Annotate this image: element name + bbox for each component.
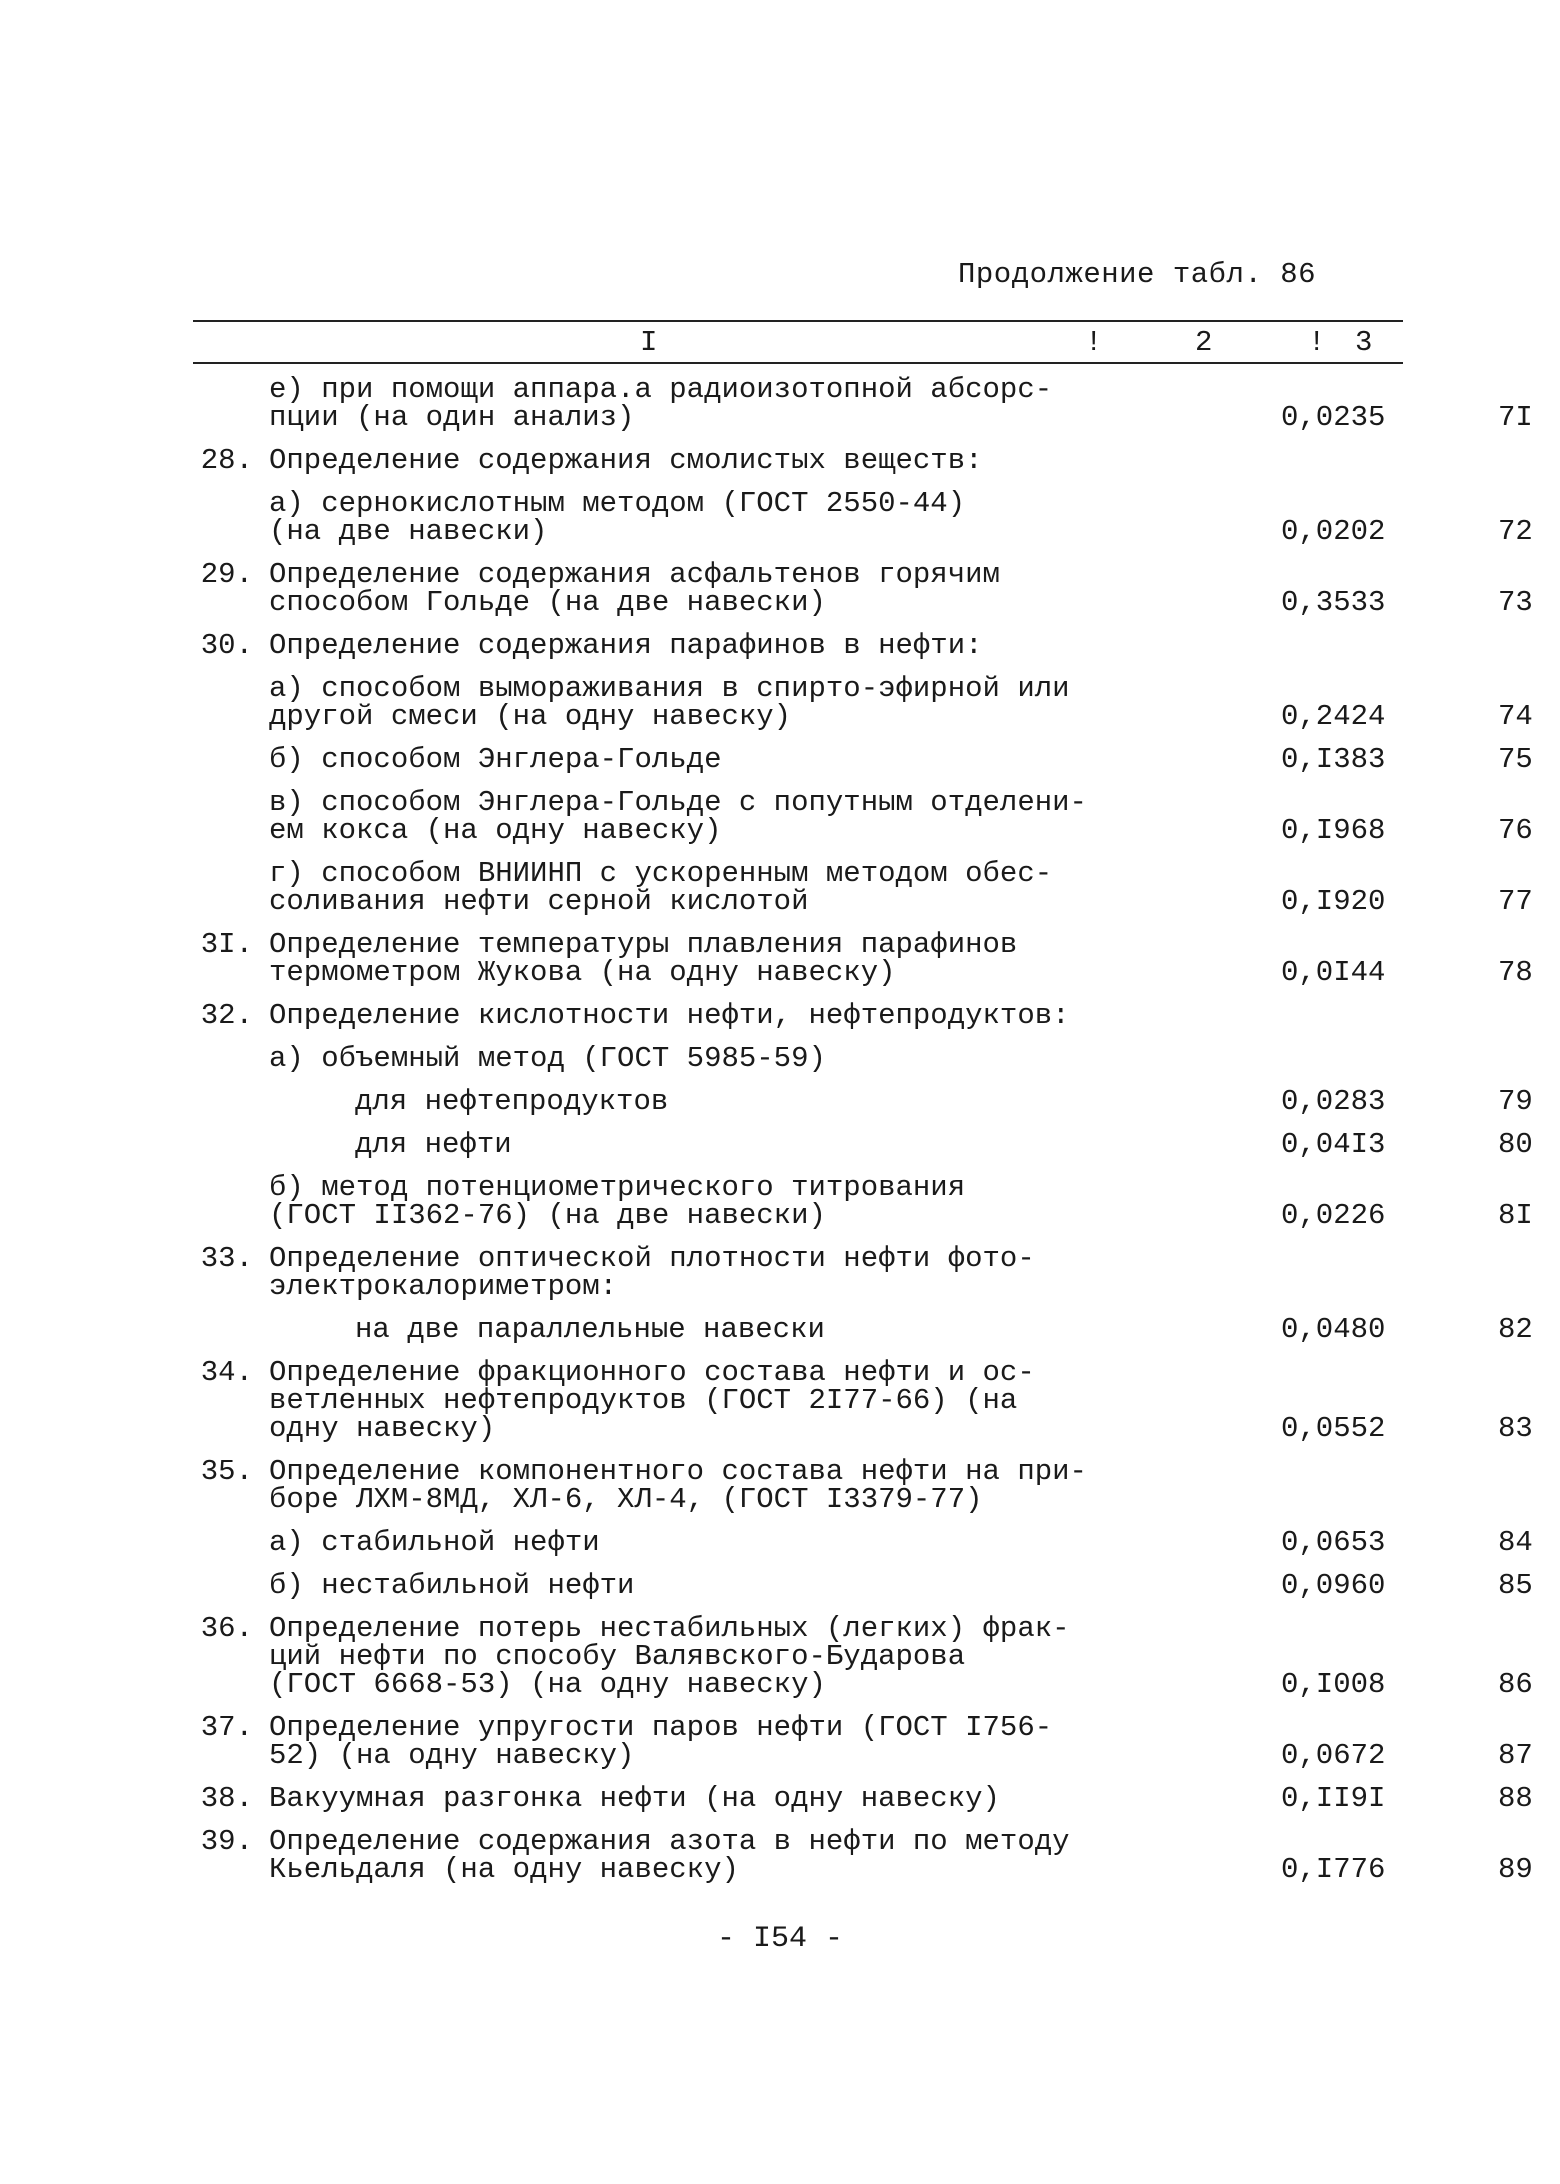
row-value-col3: 87 [1498,1739,1533,1772]
row-value-col3: 72 [1498,515,1533,548]
row-description: Определение кислотности нефти, нефтепродуктов: [269,999,1070,1032]
row-value-col3: 76 [1498,814,1533,847]
row-value-col2: 0,I968 [1281,814,1386,847]
row-value-col3: 79 [1498,1085,1533,1118]
row-description: Определение температуры плавления парафинов термометром Жукова (на одну навеску) [269,928,1018,989]
row-description: на две параллельные навески [355,1313,825,1346]
row-value-col2: 0,I383 [1281,743,1386,776]
row-value-col2: 0,0653 [1281,1526,1386,1559]
table-row [193,1171,1533,1245]
row-number: 39. [200,1825,253,1858]
row-value-col3: 74 [1498,700,1533,733]
table-row [193,999,1413,1045]
header-bottom-rule [193,362,1403,364]
row-value-col2: 0,0235 [1281,401,1386,434]
row-value-col3: 77 [1498,885,1533,918]
table-row [193,1242,1413,1316]
row-value-col3: 86 [1498,1668,1533,1701]
row-value-col2: 0,0672 [1281,1739,1386,1772]
row-description: Определение компонентного состава нефти на при- боре ЛХМ-8МД, ХЛ-6, ХЛ-4, (ГОСТ I3379-77) [269,1455,1087,1516]
row-value-col3: 84 [1498,1526,1533,1559]
row-description: Определение оптической плотности нефти фото- электрокалориметром: [269,1242,1035,1303]
table-row [193,629,1413,675]
row-description: для нефтепродуктов [355,1085,669,1118]
row-description: б) способом Энглера-Гольде [269,743,722,776]
table-row [193,487,1533,561]
table-caption: Продолжение табл. 86 [958,258,1317,291]
table-row [193,1313,1533,1359]
table-body [193,373,1533,1899]
row-number: 35. [200,1455,253,1488]
table-row [193,1612,1533,1714]
row-description: в) способом Энглера-Гольде с попутным отделени- ем кокса (на одну навеску) [269,786,1087,847]
row-value-col2: 0,I008 [1281,1668,1386,1701]
header-separator-2: ! [1308,326,1326,359]
row-value-col3: 85 [1498,1569,1533,1602]
row-value-col2: 0,0552 [1281,1412,1386,1445]
row-value-col2: 0,0I44 [1281,956,1386,989]
row-description: Определение потерь нестабильных (легких) фрак- ций нефти по способу Валявского-Бударова (ГОСТ 6668-53) (на одну навеску) [269,1612,1070,1701]
row-number: 38. [200,1782,253,1815]
row-number: 32. [200,999,253,1032]
row-value-col3: 83 [1498,1412,1533,1445]
row-value-col2: 0,2424 [1281,700,1386,733]
row-description: е) при помощи аппара.а радиоизотопной абсорс- пции (на один анализ) [269,373,1053,434]
table-row [193,857,1533,931]
table-row [193,743,1533,789]
row-description: Определение содержания азота в нефти по методу Кьельдаля (на одну навеску) [269,1825,1070,1886]
table-row [193,1825,1533,1899]
row-value-col3: 8I [1498,1199,1533,1232]
row-number: 28. [200,444,253,477]
table-row [193,1455,1413,1529]
row-value-col3: 78 [1498,956,1533,989]
row-number: 34. [200,1356,253,1389]
row-value-col2: 0,II9I [1281,1782,1386,1815]
table-row [193,1526,1533,1572]
header-top-rule [193,320,1403,322]
row-number: 33. [200,1242,253,1275]
row-number: 30. [200,629,253,662]
table-row [193,1782,1533,1828]
row-value-col2: 0,3533 [1281,586,1386,619]
table-row [193,373,1533,447]
row-value-col2: 0,0960 [1281,1569,1386,1602]
row-description: б) метод потенциометрического титрования (ГОСТ II362-76) (на две навески) [269,1171,966,1232]
table-row [193,786,1533,860]
row-description: Вакуумная разгонка нефти (на одну навеску) [269,1782,1000,1815]
row-value-col3: 75 [1498,743,1533,776]
page-number: - I54 - [716,1922,844,1956]
table-row [193,928,1533,1002]
row-description: а) сернокислотным методом (ГОСТ 2550-44) (на две навески) [269,487,966,548]
header-col-2: 2 [1195,326,1213,359]
row-number: 36. [200,1612,253,1645]
row-value-col2: 0,0202 [1281,515,1386,548]
table-row [193,558,1533,632]
table-row [193,672,1533,746]
row-value-col2: 0,0283 [1281,1085,1386,1118]
row-description: а) способом вымораживания в спирто-эфирной или другой смеси (на одну навеску) [269,672,1070,733]
row-description: Определение содержания парафинов в нефти: [269,629,983,662]
row-value-col3: 80 [1498,1128,1533,1161]
row-description: Определение содержания асфальтенов горячим способом Гольде (на две навески) [269,558,1000,619]
table-row [193,1711,1533,1785]
row-description: а) объемный метод (ГОСТ 5985-59) [269,1042,826,1075]
row-value-col3: 7I [1498,401,1533,434]
row-number: 29. [200,558,253,591]
row-description: Определение содержания смолистых веществ: [269,444,983,477]
row-value-col2: 0,I776 [1281,1853,1386,1886]
row-value-col2: 0,I920 [1281,885,1386,918]
header-col-1: I [640,326,658,359]
table-row [193,1085,1533,1131]
row-value-col3: 73 [1498,586,1533,619]
row-value-col2: 0,0226 [1281,1199,1386,1232]
table-row [193,1128,1533,1174]
header-separator-1: ! [1085,326,1103,359]
row-description: Определение фракционного состава нефти и ос- ветленных нефтепродуктов (ГОСТ 2I77-66) (на одну навеску) [269,1356,1035,1445]
header-col-3: 3 [1355,326,1373,359]
row-value-col3: 88 [1498,1782,1533,1815]
row-number: 37. [200,1711,253,1744]
table-row [193,1569,1533,1615]
row-value-col2: 0,04I3 [1281,1128,1386,1161]
row-description: для нефти [355,1128,512,1161]
row-description: б) нестабильной нефти [269,1569,635,1602]
row-description: а) стабильной нефти [269,1526,600,1559]
table-row [193,444,1413,490]
row-value-col2: 0,0480 [1281,1313,1386,1346]
row-value-col3: 89 [1498,1853,1533,1886]
row-value-col3: 82 [1498,1313,1533,1346]
table-row [193,1356,1533,1458]
row-description: Определение упругости паров нефти (ГОСТ I756- 52) (на одну навеску) [269,1711,1053,1772]
row-description: г) способом ВНИИНП с ускоренным методом обес- соливания нефти серной кислотой [269,857,1053,918]
row-number: 3I. [200,928,253,961]
table-row [193,1042,1413,1088]
